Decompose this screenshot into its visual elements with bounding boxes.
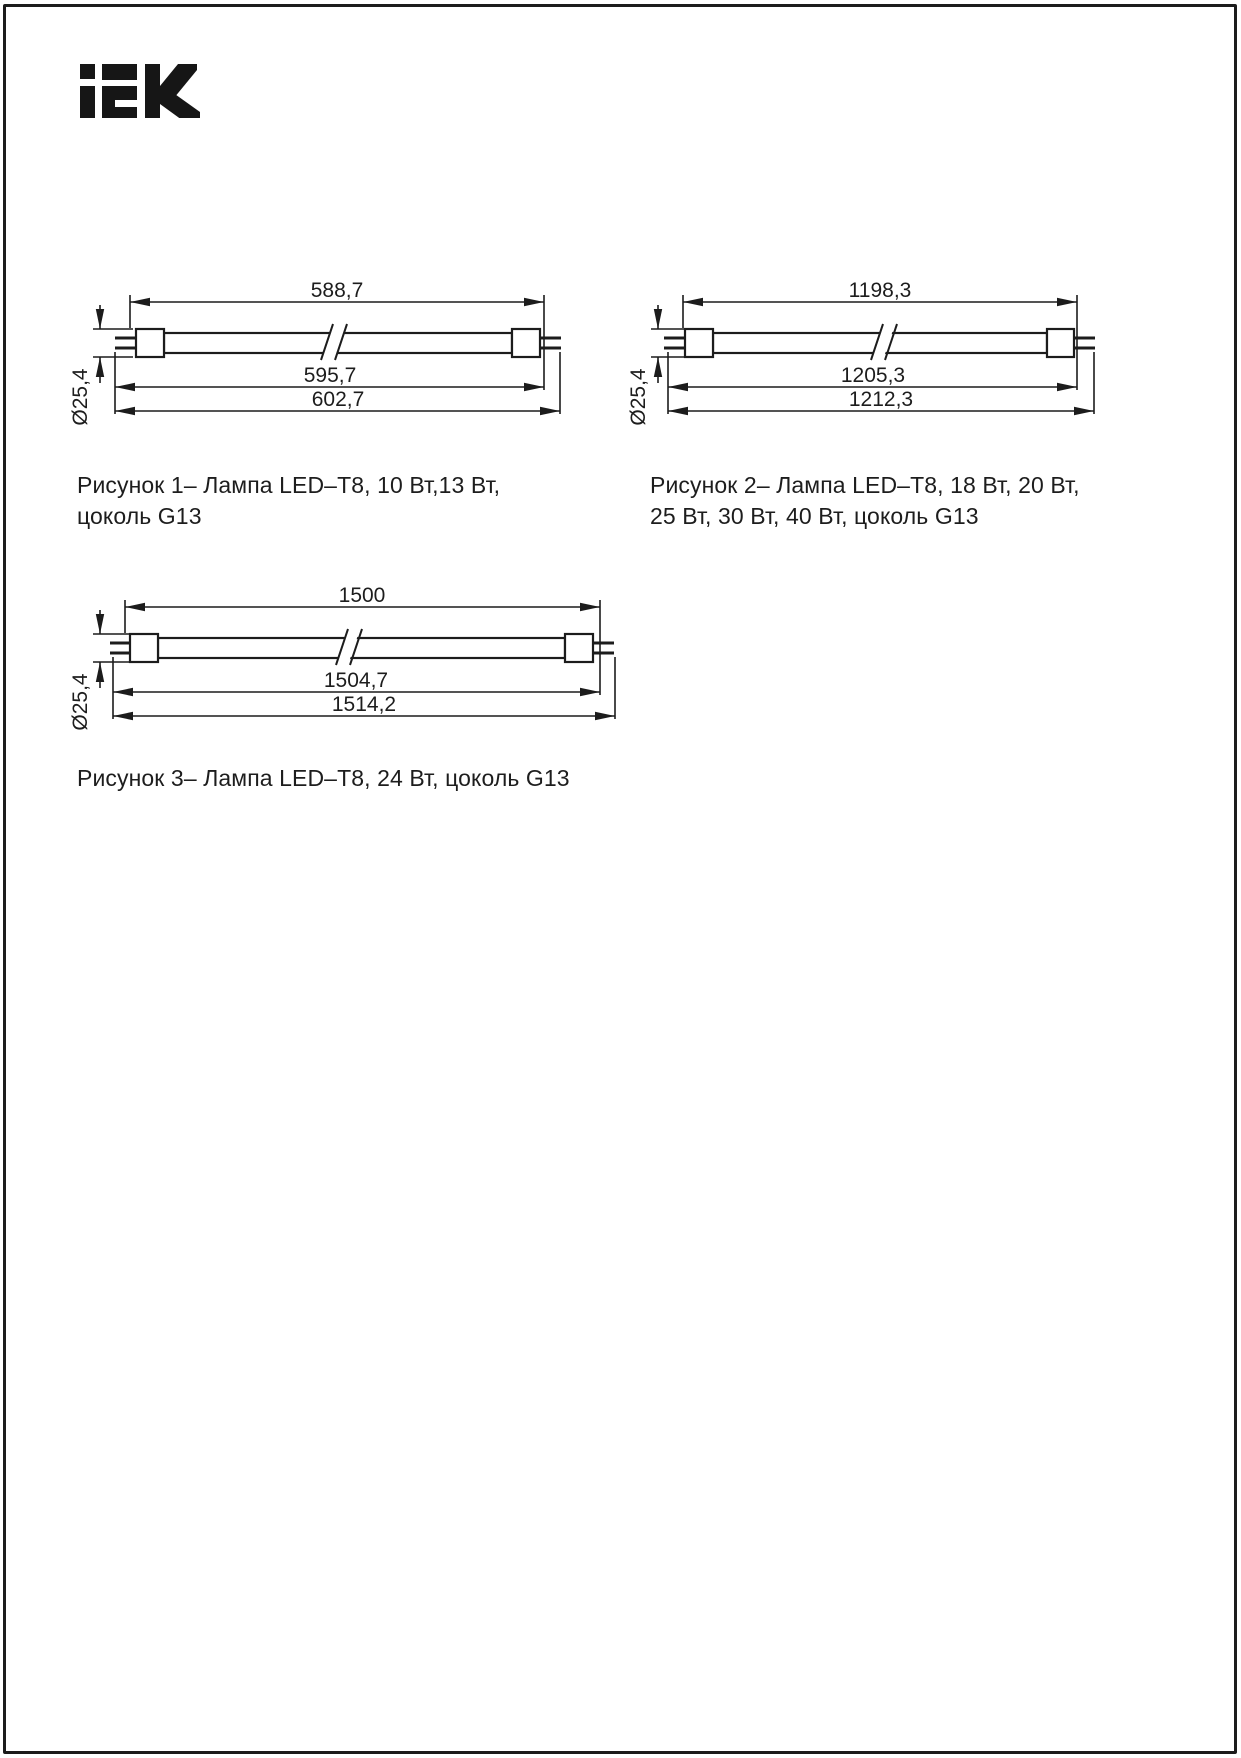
- dimension-label-middle: 1205,3: [840, 364, 906, 387]
- lamp-cap-left: [685, 329, 713, 357]
- figure-2-caption-line-1: Рисунок 2– Лампа LED–T8, 18 Вт, 20 Вт,: [650, 472, 1080, 498]
- figure-2-caption: [650, 470, 1080, 532]
- figure-3-caption-line-1: Рисунок 3– Лампа LED–T8, 24 Вт, цоколь G13: [77, 765, 570, 791]
- lamp-cap-right: [565, 634, 593, 662]
- dimension-label-top: 1198,3: [848, 279, 912, 302]
- figure-1-caption: [77, 470, 500, 532]
- lamp-cap-right: [512, 329, 540, 357]
- lamp-cap-left: [130, 634, 158, 662]
- lamp-cap-right: [1047, 329, 1074, 357]
- figure-3-drawing: [55, 545, 630, 735]
- lamp-cap-left: [136, 329, 164, 357]
- figure-3-caption: [77, 763, 570, 794]
- dimension-label-top: 588,7: [310, 279, 364, 302]
- dimension-label-top: 1500: [338, 584, 386, 607]
- logo-i-dot: [80, 64, 95, 79]
- diameter-label: Ø25,4: [69, 368, 92, 426]
- dimension-label-bottom: 602,7: [311, 388, 365, 411]
- diameter-label: Ø25,4: [69, 673, 92, 731]
- figure-2-caption-line-2: 25 Вт, 30 Вт, 40 Вт, цоколь G13: [650, 503, 979, 529]
- figure-1-drawing: [55, 240, 570, 430]
- logo-e-mid-bar: [102, 86, 137, 100]
- figure-1-caption-line-1: Рисунок 1– Лампа LED–T8, 10 Вт,13 Вт,: [77, 472, 501, 498]
- figure-1-caption-line-2: цоколь G13: [77, 503, 202, 529]
- logo-k-stem: [145, 64, 160, 118]
- logo-e-top-bar: [102, 64, 137, 80]
- dimension-label-bottom: 1212,3: [848, 388, 914, 411]
- dimension-label-bottom: 1514,2: [331, 693, 397, 716]
- logo-i-stem: [80, 86, 95, 118]
- lamp-tube: [158, 638, 565, 658]
- dimension-label-middle: 1504,7: [323, 669, 389, 692]
- diameter-label: Ø25,4: [627, 368, 650, 426]
- dimension-label-middle: 595,7: [303, 364, 357, 387]
- figure-2-drawing: [610, 240, 1110, 430]
- logo-k-lower-leg: [160, 92, 200, 118]
- logo-e-bottom-bar: [102, 107, 137, 118]
- iek-logo: [78, 60, 202, 118]
